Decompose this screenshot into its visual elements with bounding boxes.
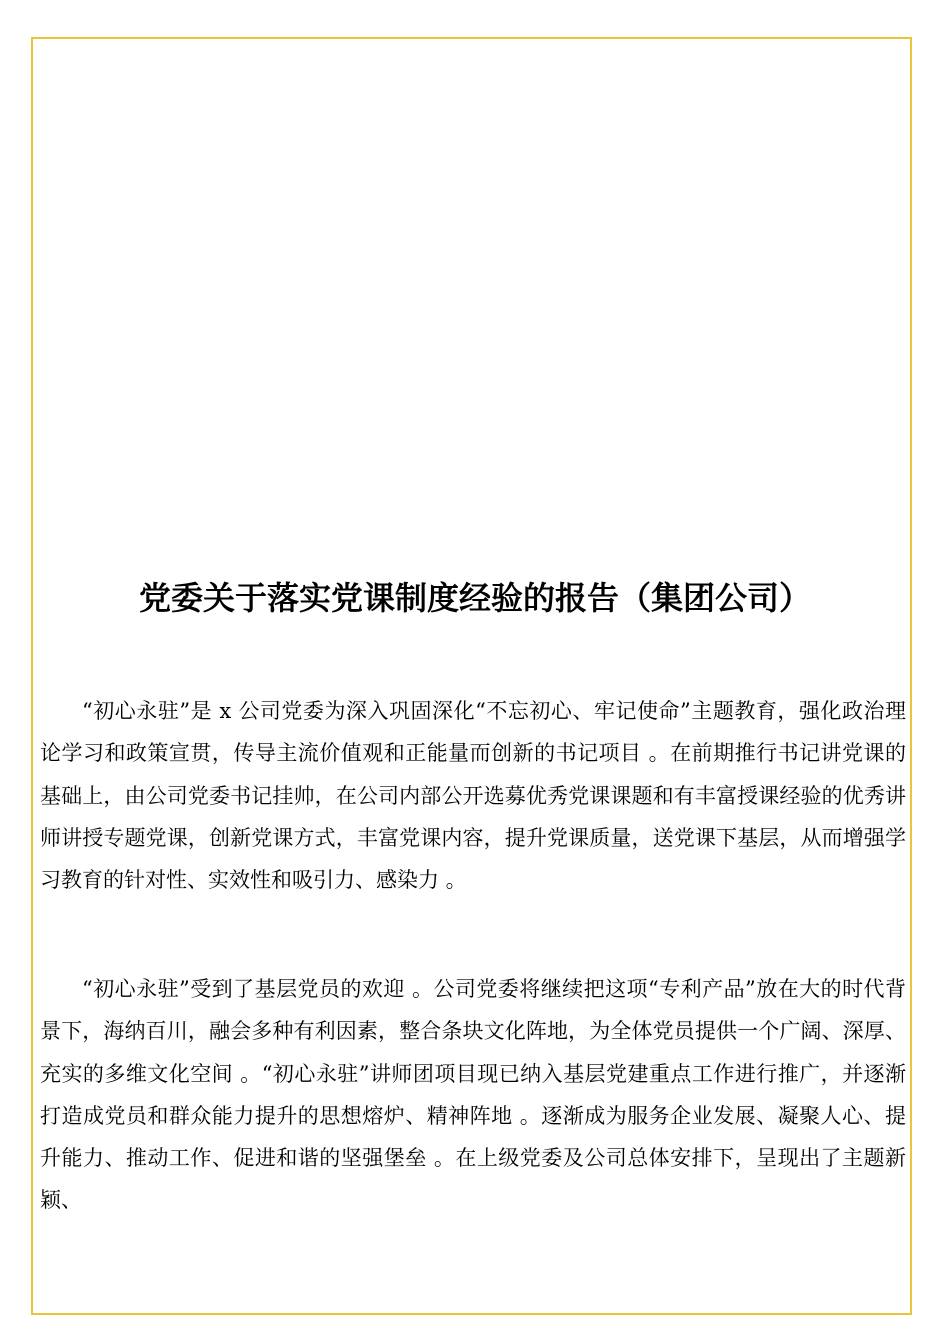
- body-paragraph-1: “初心永驻”是 x 公司党委为深入巩固深化“不忘初心、牢记使命”主题教育，强化政治理论学习和政策宣贯，传导主流价值观和正能量而创新的书记项目 。在前期推行书记讲党课的基础上，由公司党委书记挂帅，在公司内部公开选募优秀党课课题和有丰富授课经验的优秀讲师讲授专题党课，创新党课方式，丰富党课内容，提升党课质量，送党课下基层，从而增强学习教育的针对性、实效性和吸引力、感染力 。: [40, 699, 906, 893]
- document-title: 党委关于落实党课制度经验的报告（集团公司）: [138, 579, 811, 617]
- body-paragraph-2: “初心永驻”受到了基层党员的欢迎 。公司党委将继续把这项“专利产品”放在大的时代背景下，海纳百川，融会多种有利因素，整合条块文化阵地，为全体党员提供一个广阔、深厚、充实的多维文化空间 。“初心永驻”讲师团项目现已纳入基层党建重点工作进行推广，并逐渐打造成党员和群众能力提升的思想熔炉、精神阵地 。逐渐成为服务企业发展、凝聚人心、提升能力、推动工作、促进和谐的坚强堡垒 。在上级党委及公司总体安排下，呈现出了主题新颖、: [40, 977, 906, 1213]
